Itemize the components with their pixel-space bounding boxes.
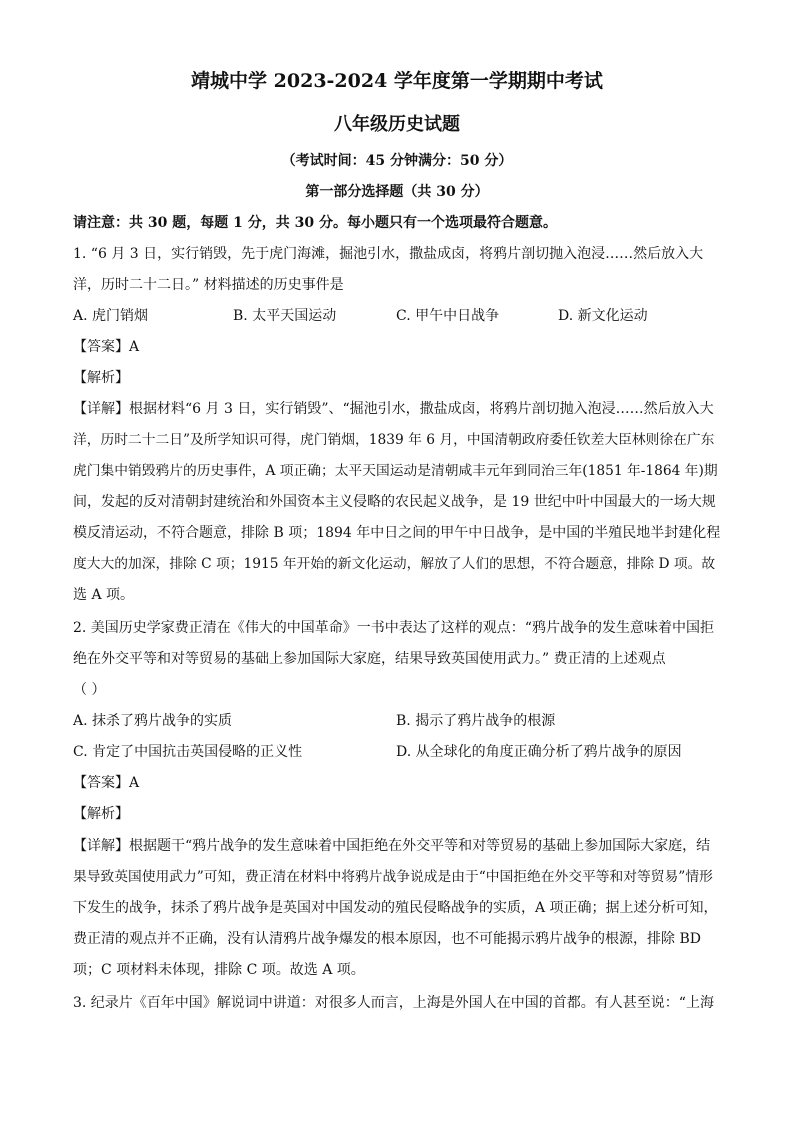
- q2-detail-line: 下发生的战争，抹杀了鸦片战争是英国对中国发动的殖民侵略战争的实质，A 项正确；据上述分析可知，: [73, 900, 718, 916]
- q1-detail-line: 度大大的加深，排除 C 项；1915 年开始的新文化运动，解放了人们的思想，不符合题意，排除 D 项。故: [73, 556, 716, 572]
- q2-analysis-label: 【解析】: [73, 806, 129, 822]
- q2-stem-line-3: （ ）: [73, 682, 106, 698]
- q1-analysis-label: 【解析】: [73, 370, 129, 386]
- q2-option-d: D. 从全球化的角度正确分析了鸦片战争的原因: [396, 744, 682, 760]
- q2-answer: 【答案】A: [73, 775, 140, 791]
- q2-stem-line-2: 绝在外交平等和对等贸易的基础上参加国际大家庭，结果导致英国使用武力。” 费正清的上述观点: [73, 651, 666, 667]
- q3-stem-line-1: 3. 纪录片《百年中国》解说词中讲道：对很多人而言，上海是外国人在中国的首都。有人甚至说：“上海: [73, 995, 714, 1011]
- q1-detail-line: 洋，历时二十二日”及所学知识可得，虎门销烟，1839 年 6 月，中国清朝政府委任钦差大臣林则徐在广东: [73, 432, 715, 448]
- q2-detail-line: 果导致英国使用武力”可知，费正清在材料中将鸦片战争说成是由于“中国拒绝在外交平等和对等贸易”情形: [73, 869, 713, 885]
- notice: 请注意：共 30 题，每题 1 分，共 30 分。每小题只有一个选项最符合题意。: [73, 215, 557, 231]
- q2-option-a: A. 抹杀了鸦片战争的实质: [73, 713, 233, 729]
- q1-stem-line-1: 1. “6 月 3 日，实行销毁，先于虎门海滩，掘池引水，撒盐成卤，将鸦片剖切抛入泡浸……然后放入大: [73, 246, 704, 262]
- q1-option-b: B. 太平天国运动: [233, 308, 337, 324]
- q1-detail-line: 虎门集中销毁鸦片的历史事件，A 项正确；太平天国运动是清朝咸丰元年到同治三年(1851 年-1864 年)期: [73, 463, 718, 479]
- q1-answer: 【答案】A: [73, 339, 140, 355]
- q1-option-d: D. 新文化运动: [558, 308, 648, 324]
- q1-option-a: A. 虎门销烟: [73, 308, 149, 324]
- q1-stem-line-2: 洋，历时二十二日。” 材料描述的历史事件是: [73, 277, 344, 293]
- section-title: 第一部分选择题（共 30 分）: [305, 184, 489, 200]
- q1-option-c: C. 甲午中日战争: [396, 308, 500, 324]
- q2-detail-line: 费正清的观点并不正确，没有认清鸦片战争爆发的根本原因，也不可能揭示鸦片战争的根源，排除 BD: [73, 931, 701, 947]
- q1-detail-line: 【详解】根据材料“6 月 3 日，实行销毁”、“掘池引水，撒盐成卤，将鸦片剖切抛入泡浸……然后放入大: [73, 401, 714, 417]
- subject-title: 八年级历史试题: [334, 114, 460, 135]
- q1-detail-line: 选 A 项。: [73, 587, 135, 603]
- q2-option-c: C. 肯定了中国抗击英国侵略的正义性: [73, 744, 303, 760]
- q2-stem-line-1: 2. 美国历史学家费正清在《伟大的中国革命》一书中表达了这样的观点：“鸦片战争的发生意味着中国拒: [73, 620, 714, 636]
- q2-option-b: B. 揭示了鸦片战争的根源: [396, 713, 556, 729]
- exam-title: 靖城中学 2023-2024 学年度第一学期期中考试: [191, 70, 603, 92]
- q1-detail-line: 间，发起的反对清朝封建统治和外国资本主义侵略的农民起义战争，是 19 世纪中叶中国最大的一场大规: [73, 494, 716, 510]
- q1-detail-line: 模反清运动，不符合题意，排除 B 项；1894 年中日之间的甲午中日战争，是中国的半殖民地半封建化程: [73, 525, 721, 541]
- q2-detail-line: 项；C 项材料未体现，排除 C 项。故选 A 项。: [73, 962, 365, 978]
- q2-detail-line: 【详解】根据题干“鸦片战争的发生意味着中国拒绝在外交平等和对等贸易的基础上参加国际大家庭，结: [73, 838, 711, 854]
- exam-info: （考试时间：45 分钟满分：50 分）: [281, 153, 513, 169]
